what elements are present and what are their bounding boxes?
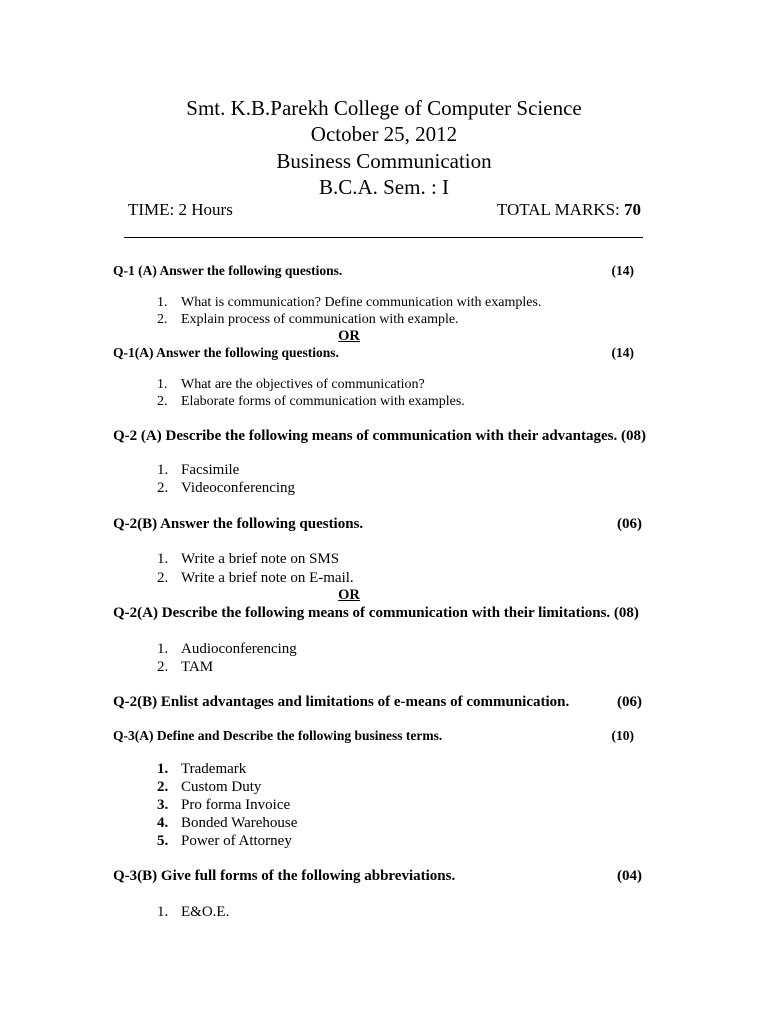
or-separator: OR — [338, 328, 360, 344]
total-marks — [497, 200, 641, 220]
list-item: 1. E&O.E. — [157, 904, 230, 920]
exam-time: TIME: 2 Hours — [128, 200, 233, 219]
exam-date: October 25, 2012 — [310, 122, 458, 146]
list-item: 1. Trademark — [157, 761, 247, 777]
list-item: 1. What is communication? Define communication with examples. — [157, 295, 542, 310]
q1a-alt-marks: (14) — [611, 345, 634, 360]
total-marks-value: 70 — [624, 200, 641, 219]
list-item: 2. Explain process of communication with example. — [157, 312, 459, 327]
list-item: 4. Bonded Warehouse — [157, 815, 298, 831]
q2b-alt-title: Q-2(B) Enlist advantages and limitations of e-means of communication. — [113, 694, 570, 710]
q1a-alt-title: Q-1(A) Answer the following questions. — [113, 345, 339, 360]
list-item: 1. Write a brief note on SMS — [157, 551, 340, 567]
q2b-title: Q-2(B) Answer the following questions. — [113, 516, 364, 532]
q3b-title: Q-3(B) Give full forms of the following abbreviations. — [113, 868, 456, 884]
list-item: 2. Videoconferencing — [157, 480, 296, 496]
q3a-marks: (10) — [611, 728, 634, 743]
q2b-alt-marks: (06) — [617, 694, 642, 710]
q2a-alt-title: Q-2(A) Describe the following means of communication with their limitations. (08) — [113, 605, 639, 621]
q1a-title: Q-1 (A) Answer the following questions. — [113, 263, 343, 278]
list-item: 1. Audioconferencing — [157, 641, 297, 657]
q1a-marks: (14) — [611, 263, 634, 278]
list-item: 2. Write a brief note on E-mail. — [157, 570, 354, 586]
list-item: 3. Pro forma Invoice — [157, 797, 291, 813]
q3b-marks: (04) — [617, 868, 642, 884]
list-item: 1. What are the objectives of communication? — [157, 377, 425, 392]
list-item: 5. Power of Attorney — [157, 833, 292, 849]
list-item: 2. TAM — [157, 659, 214, 675]
q2a-title: Q-2 (A) Describe the following means of communication with their advantages. (08) — [113, 428, 647, 444]
subject-name: Business Communication — [276, 149, 492, 173]
college-name: Smt. K.B.Parekh College of Computer Science — [186, 96, 582, 120]
or-separator: OR — [338, 587, 360, 603]
list-item: 1. Facsimile — [157, 462, 240, 478]
total-marks-label: TOTAL MARKS: — [496, 200, 624, 219]
q2b-marks: (06) — [617, 516, 642, 532]
header-divider — [124, 237, 643, 238]
list-item: 2. Custom Duty — [157, 779, 262, 795]
q3a-title: Q-3(A) Define and Describe the following business terms. — [113, 728, 443, 743]
course-semester: B.C.A. Sem. : I — [318, 175, 450, 199]
list-item: 2. Elaborate forms of communication with examples. — [157, 394, 465, 409]
